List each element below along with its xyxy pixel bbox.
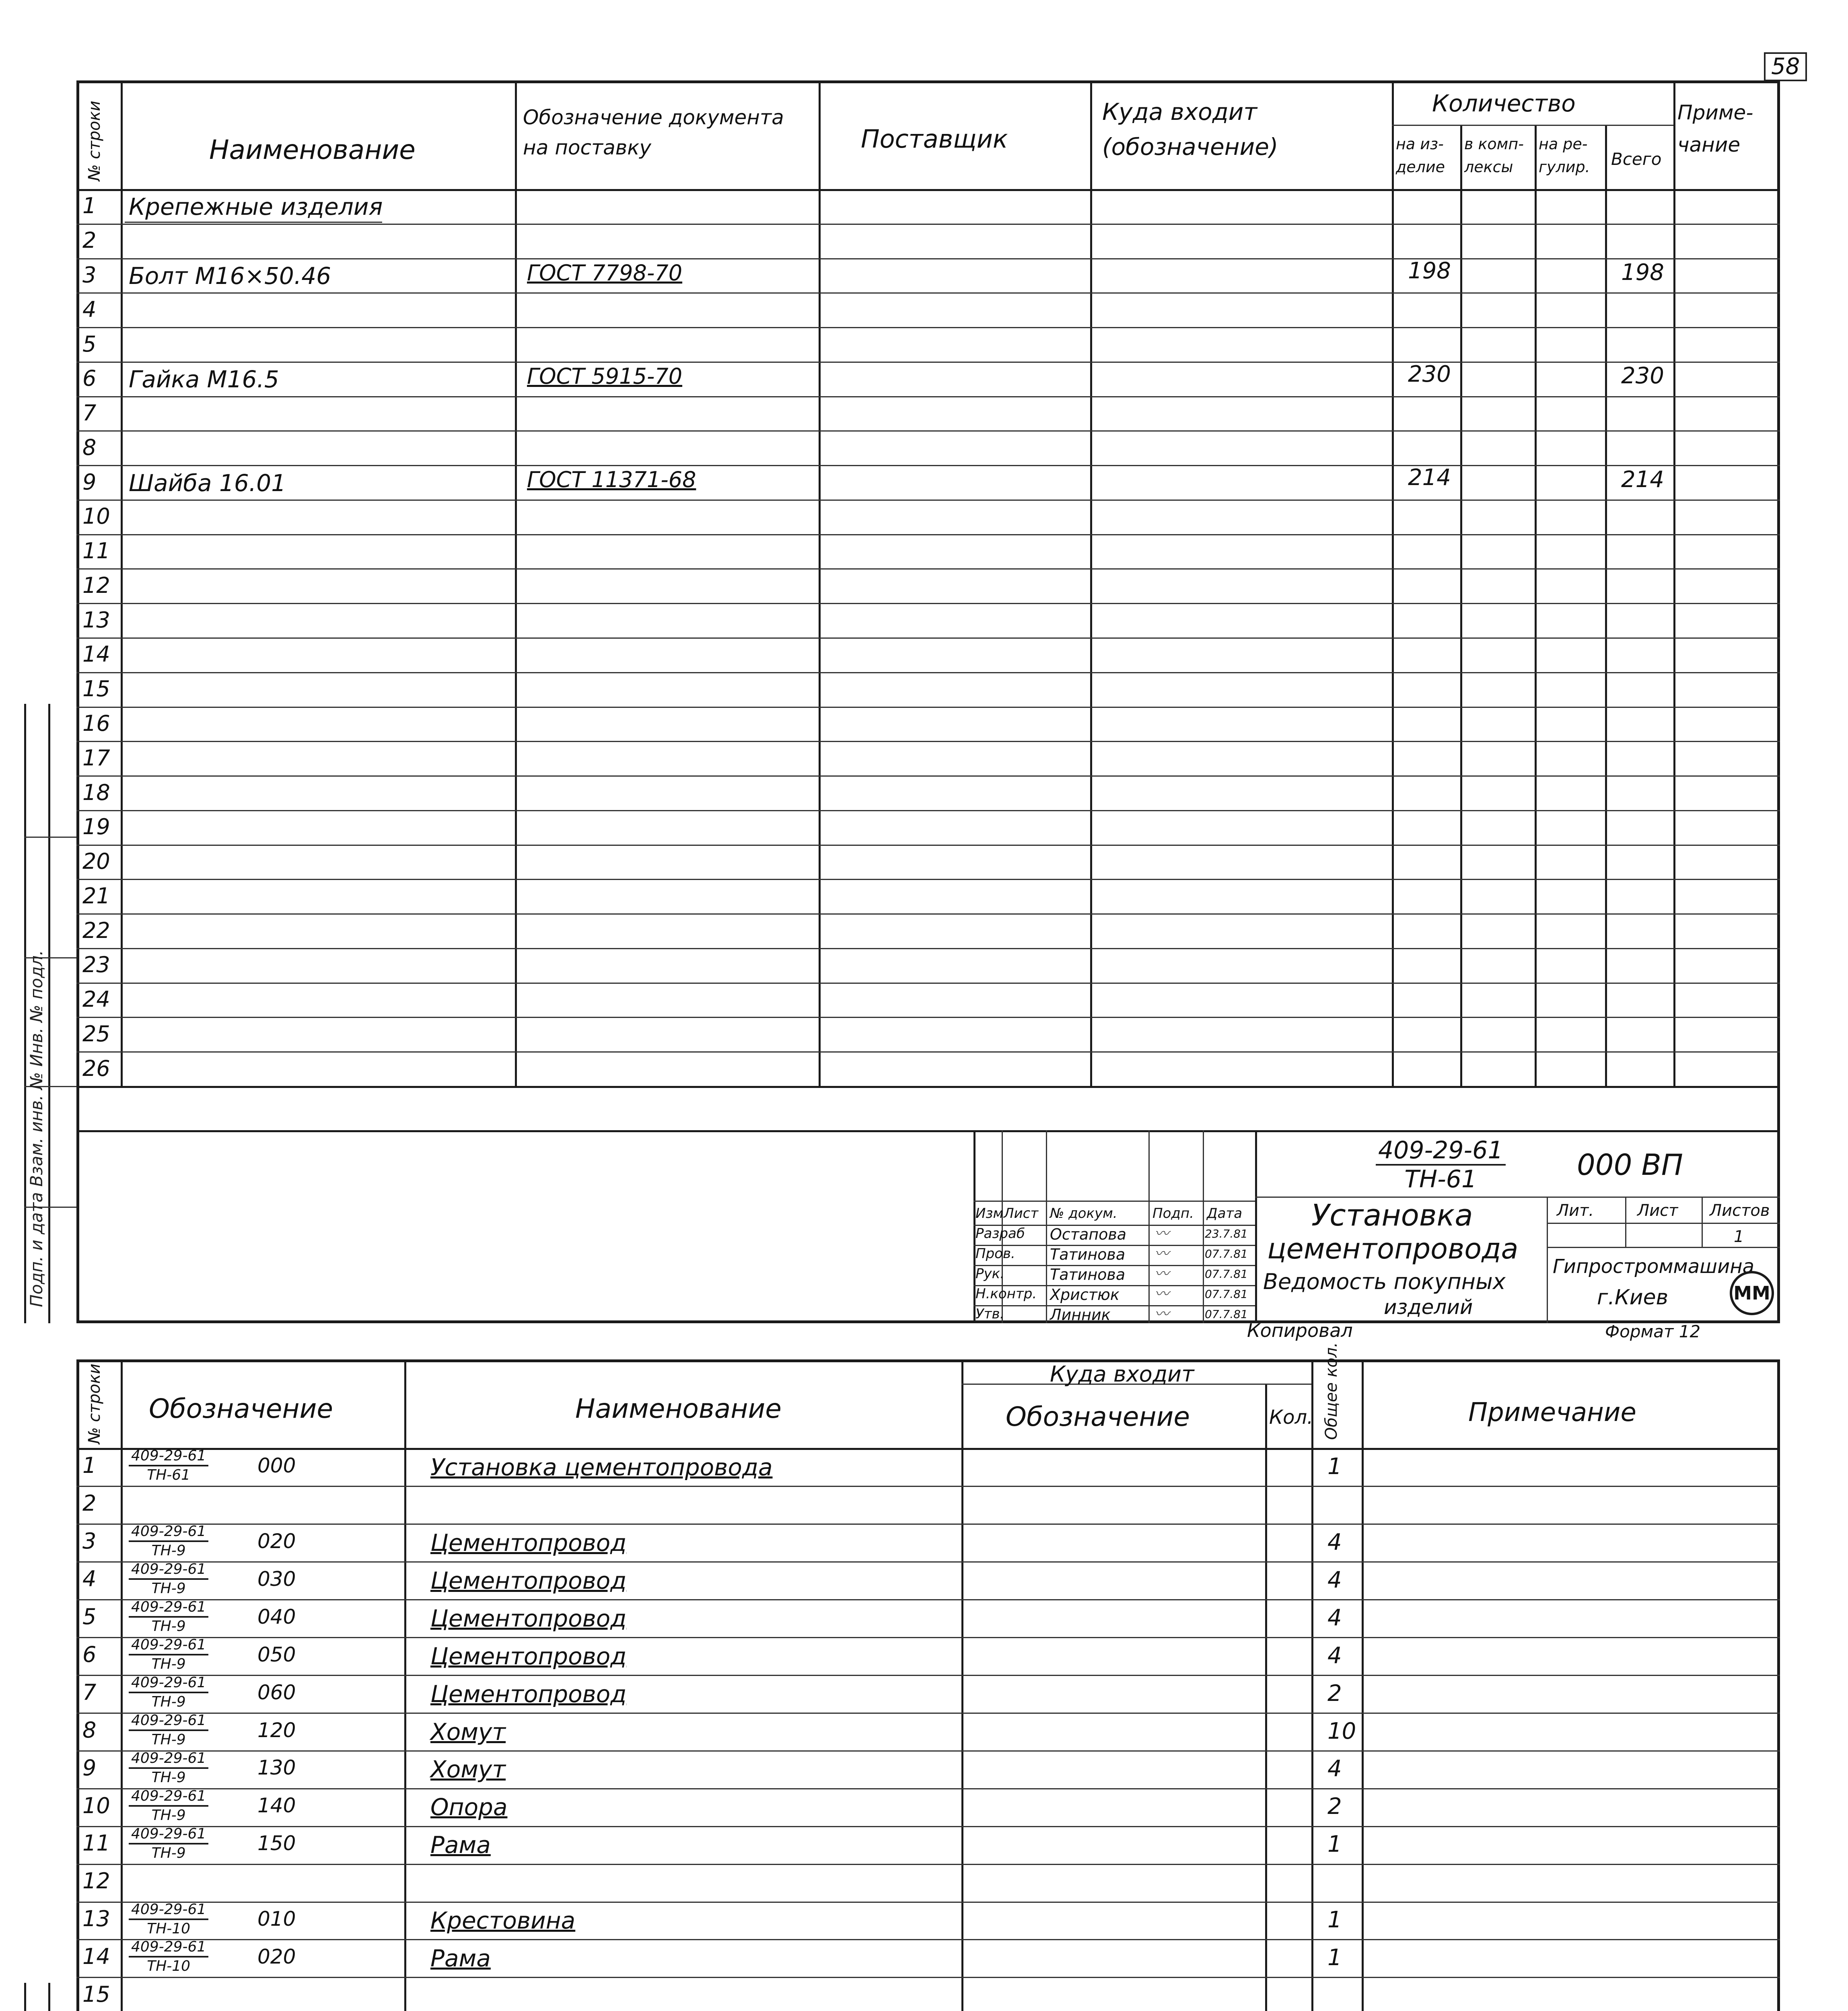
sheet1-org-logo: ММ <box>1730 1271 1774 1315</box>
sheet2-row-number: 6 <box>82 1641 97 1667</box>
sheet1-row-number: 3 <box>82 262 97 288</box>
sheet1-row-number: 19 <box>82 814 110 840</box>
sheet2-item-name: Рама <box>430 1945 491 1972</box>
sheet1-stamp-signature: 〰 <box>1154 1266 1169 1282</box>
sheet1-stamp-col-sign: Подп. <box>1152 1205 1194 1221</box>
sheet1-row-number: 1 <box>82 193 97 219</box>
sheet1-row-line <box>76 224 1780 225</box>
sheet1-row-line <box>76 396 1780 397</box>
sheet1-row-line <box>76 637 1780 639</box>
sheet2-item-qty: 4 <box>1327 1529 1342 1555</box>
sheet2-row-number: 4 <box>82 1566 97 1592</box>
sheet2-row-line <box>76 1750 1780 1752</box>
sheet1-stamp-city: г.Киев <box>1597 1285 1669 1310</box>
sheet1-stamp-col-doc: № докум. <box>1050 1205 1117 1221</box>
sheet1-hdr-rowno: № строки <box>85 101 104 181</box>
sheet2-row-number: 10 <box>82 1793 110 1818</box>
sheet1-stamp-lit: Лит. <box>1557 1201 1594 1220</box>
sheet1-stamp-title2: цементопровода <box>1267 1232 1519 1265</box>
sheet1-stamp-person: Христюк <box>1050 1286 1120 1304</box>
sheet1-row-number: 23 <box>82 952 110 978</box>
sheet2-item-qty: 4 <box>1327 1756 1342 1782</box>
sheet1-row-number: 6 <box>82 366 97 391</box>
sheet1-row-line <box>76 258 1780 259</box>
sheet2-row-number: 13 <box>82 1906 110 1932</box>
sheet2-row-line <box>76 1977 1780 1978</box>
sheet2-row-line <box>76 1713 1780 1714</box>
sheet2-designation: 409-29-61 ТН-10 <box>129 1902 208 1936</box>
sheet1-row-line <box>76 845 1780 846</box>
sheet2-row-line <box>76 1864 1780 1865</box>
sheet2-designation: 409-29-61 ТН-61 <box>129 1449 208 1483</box>
sheet1-stamp-role: Утв. <box>975 1306 1004 1322</box>
sheet2-item-name: Цементопровод <box>430 1567 627 1594</box>
sheet2-row-line <box>76 1939 1780 1940</box>
sheet2-designation-suffix: 010 <box>257 1907 296 1931</box>
sheet1-stamp-date: 23.7.81 <box>1205 1227 1248 1240</box>
sheet1-row-number: 4 <box>82 296 97 322</box>
sheet1-hdr-supplier: Поставщик <box>861 124 1008 154</box>
sheet1-stamp-code: 409-29-61 ТН-61 <box>1376 1138 1506 1191</box>
sheet2-item-qty: 2 <box>1327 1793 1342 1820</box>
sheet2-designation: 409-29-61 ТН-9 <box>129 1638 208 1672</box>
sheet1-row-line <box>76 707 1780 708</box>
sheet1-stamp-person: Остапова <box>1050 1226 1126 1243</box>
sheet2-designation-suffix: 020 <box>257 1945 296 1969</box>
sheet2-row-number: 12 <box>82 1868 110 1894</box>
sheet1-item-doc: ГОСТ 11371-68 <box>527 467 696 493</box>
sheet2-hdr-where-qty: Кол. <box>1269 1406 1313 1429</box>
sheet2-designation: 409-29-61 ТН-9 <box>129 1562 208 1596</box>
sheet1-stamp-date: 07.7.81 <box>1205 1267 1248 1281</box>
sheet1-stamp-copied: Копировал <box>1247 1320 1353 1341</box>
sheet1-row-number: 10 <box>82 504 110 529</box>
sheet2-row-line <box>76 1675 1780 1676</box>
sheet1-row-number: 11 <box>82 538 110 564</box>
sheet2-item-name: Установка цементопровода <box>430 1453 773 1481</box>
sheet1-stamp-person: Линник <box>1050 1306 1111 1324</box>
sheet1-row-number: 26 <box>82 1055 110 1081</box>
sheet2-designation: 409-29-61 ТН-9 <box>129 1713 208 1747</box>
sheet1-row-line <box>76 879 1780 880</box>
sheet1-item-total: 230 <box>1621 363 1664 389</box>
sheet1-row-line <box>76 603 1780 604</box>
sheet1-stamp-role: Разраб <box>975 1226 1025 1242</box>
sheet2-item-name: Рама <box>430 1831 491 1859</box>
sheet2-designation-suffix: 050 <box>257 1643 296 1666</box>
sheet2-item-qty: 1 <box>1327 1453 1342 1480</box>
sheet1-row-line <box>76 775 1780 777</box>
sheet1-stamp-title4: изделий <box>1384 1295 1473 1319</box>
sheet2-row-number: 15 <box>82 1982 110 2007</box>
sheet1-item-doc: ГОСТ 7798-70 <box>527 260 683 286</box>
sheet1-row-number: 16 <box>82 710 110 736</box>
sheet2-hdr-note: Примечание <box>1468 1398 1636 1427</box>
sheet2-row-line <box>76 1902 1780 1903</box>
sheet2-row-line <box>76 1788 1780 1789</box>
sheet2-designation: 409-29-61 ТН-10 <box>129 1940 208 1974</box>
sheet1-row-number: 13 <box>82 607 110 633</box>
sheet2-frame <box>76 1359 1780 2011</box>
sheet2-designation: 409-29-61 ТН-9 <box>129 1600 208 1634</box>
sheet2-row-number: 5 <box>82 1604 97 1629</box>
sheet1-row-number: 8 <box>82 434 97 460</box>
sheet2-designation-suffix: 030 <box>257 1567 296 1591</box>
sheet2-designation-suffix: 150 <box>257 1832 296 1855</box>
sheet2-designation-suffix: 020 <box>257 1529 296 1553</box>
sheet1-stamp-col-date: Дата <box>1207 1205 1243 1221</box>
sheet1-group-underline <box>125 222 382 223</box>
sheet1-stamp-title3: Ведомость покупных <box>1263 1269 1506 1294</box>
sheet1-stamp-date: 07.7.81 <box>1205 1308 1248 1321</box>
sheet2-hdr-total-qty: Общее кол. <box>1322 1342 1341 1440</box>
sheet1-item-name: Болт М16×50.46 <box>129 262 331 290</box>
sheet2-hdr-name: Наименование <box>575 1393 782 1424</box>
sheet1-row-number: 2 <box>82 228 97 253</box>
sheet1-stamp-signature: 〰 <box>1154 1306 1169 1322</box>
sheet2-designation-suffix: 140 <box>257 1794 296 1818</box>
sheet2-item-qty: 4 <box>1327 1642 1342 1669</box>
sheet1-hdr-qty-total: Всего <box>1611 149 1662 169</box>
sheet1-stamp-org: Гипростроммашина <box>1553 1255 1755 1278</box>
sheet1-item-name: Шайба 16.01 <box>129 469 286 497</box>
sheet1-row-number: 25 <box>82 1021 110 1047</box>
sheet2-row-number: 3 <box>82 1528 97 1554</box>
sheet2-item-qty: 1 <box>1327 1907 1342 1933</box>
sheet2-row-number: 14 <box>82 1944 110 1970</box>
sheet2-item-name: Хомут <box>430 1756 506 1783</box>
sheet2-designation-suffix: 120 <box>257 1718 296 1742</box>
sheet2-designation: 409-29-61 ТН-9 <box>129 1524 208 1558</box>
sheet2-designation: 409-29-61 ТН-9 <box>129 1751 208 1785</box>
sheet1-hdr-doc: Обозначение документа на поставку <box>523 106 784 159</box>
sheet2-hdr-designation: Обозначение <box>149 1393 333 1424</box>
sheet2-designation-suffix: 130 <box>257 1756 296 1780</box>
sheet2-item-qty: 1 <box>1327 1945 1342 1971</box>
sheet2-designation: 409-29-61 ТН-9 <box>129 1789 208 1823</box>
sheet2-item-name: Крестовина <box>430 1907 576 1935</box>
sheet1-stamp-signature: 〰 <box>1154 1226 1169 1242</box>
sheet1-stamp-role: Н.контр. <box>975 1286 1037 1302</box>
sheet1-row-line <box>76 534 1780 535</box>
sheet2-hdr-where: Куда входит <box>1050 1361 1194 1387</box>
sheet1-side-stamp: Подп. и дата Взам. инв. № Инв. № подл. <box>27 950 46 1307</box>
sheet1-row-number: 21 <box>82 883 110 909</box>
sheet1-stamp-date: 07.7.81 <box>1205 1287 1248 1301</box>
sheet1-row-number: 14 <box>82 642 110 667</box>
sheet2-row-line <box>76 1524 1780 1525</box>
sheet2-row-line <box>76 1486 1780 1487</box>
sheet2-item-name: Опора <box>430 1793 508 1821</box>
sheet1-row-line <box>76 948 1780 949</box>
sheet1-stamp-signature: 〰 <box>1154 1286 1169 1302</box>
sheet1-stamp-role: Пров. <box>975 1246 1015 1262</box>
sheet2-item-qty: 2 <box>1327 1680 1342 1707</box>
sheet2-item-name: Цементопровод <box>430 1642 627 1670</box>
sheet2-item-qty: 10 <box>1327 1718 1356 1744</box>
sheet2-row-line <box>76 1599 1780 1600</box>
sheet2-hdr-rowno: № строки <box>85 1363 104 1444</box>
sheet1-stamp-role: Рук. <box>975 1266 1004 1282</box>
sheet1-row-number: 9 <box>82 469 97 495</box>
sheet1-row-number: 7 <box>82 400 97 426</box>
sheet1-row-line <box>76 672 1780 673</box>
sheet1-stamp-person: Татинова <box>1050 1266 1126 1283</box>
sheet1-item-name: Гайка М16.5 <box>129 366 279 393</box>
sheet1-stamp-col-izm: Изм <box>975 1205 1004 1221</box>
sheet1-hdr-qty-reg: на ре-гулир. <box>1539 135 1590 176</box>
sheet2-designation-suffix: 000 <box>257 1454 296 1477</box>
sheet1-hdr-name: Наименование <box>209 134 416 165</box>
sheet1-stamp-format: Формат 12 <box>1605 1322 1701 1341</box>
sheet1-row-number: 5 <box>82 331 97 357</box>
sheet1-item-qty: 198 <box>1408 257 1451 284</box>
sheet1-row-number: 24 <box>82 987 110 1012</box>
sheet1-stamp-title1: Установка <box>1311 1198 1473 1233</box>
sheet2-row-line <box>76 1637 1780 1638</box>
sheet1-stamp-date: 07.7.81 <box>1205 1247 1248 1260</box>
sheet2-item-qty: 4 <box>1327 1567 1342 1593</box>
sheet2-row-number: 11 <box>82 1830 110 1856</box>
sheet2-item-name: Цементопровод <box>430 1680 627 1708</box>
sheet1-item-qty: 214 <box>1408 465 1451 491</box>
sheet2-row-line <box>76 1826 1780 1827</box>
sheet1-row-line <box>76 1017 1780 1018</box>
sheet2-row-number: 1 <box>82 1452 97 1478</box>
sheet1-row-line <box>76 327 1780 328</box>
sheet1-row-line <box>76 983 1780 984</box>
sheet2-item-name: Цементопровод <box>430 1529 627 1557</box>
sheet2-row-line <box>76 1561 1780 1563</box>
sheet2-item-qty: 4 <box>1327 1604 1342 1631</box>
sheet1-frame <box>76 80 1780 1323</box>
sheet1-row-line <box>76 1051 1780 1053</box>
sheet2-designation: 409-29-61 ТН-9 <box>129 1676 208 1709</box>
sheet1-row-number: 18 <box>82 779 110 805</box>
sheet1-row-line <box>76 292 1780 294</box>
sheet1-row-line <box>76 430 1780 432</box>
sheet1-hdr-qty: Количество <box>1432 90 1576 117</box>
sheet2-designation: 409-29-61 ТН-9 <box>129 1827 208 1861</box>
sheet1-item-doc: ГОСТ 5915-70 <box>527 364 683 389</box>
sheet1-row-line <box>76 741 1780 742</box>
sheet1-row-line <box>76 362 1780 363</box>
sheet1-stamp-person: Татинова <box>1050 1246 1126 1263</box>
sheet1-row-number: 15 <box>82 676 110 702</box>
sheet1-hdr-qty-per-item: на из-делие <box>1396 135 1445 176</box>
sheet2-item-name: Хомут <box>430 1718 506 1746</box>
sheet2-row-number: 7 <box>82 1679 97 1705</box>
sheet1-row-number: 12 <box>82 572 110 598</box>
sheet2-designation-suffix: 040 <box>257 1605 296 1629</box>
sheet1-item-qty: 230 <box>1408 361 1451 388</box>
sheet1-item-total: 214 <box>1621 466 1664 493</box>
sheet1-row-number: 22 <box>82 917 110 943</box>
sheet2-designation-suffix: 060 <box>257 1680 296 1704</box>
sheet1-hdr-qty-complex: в комп-лексы <box>1464 135 1524 176</box>
sheet1-stamp-listov: Листов <box>1710 1201 1770 1220</box>
sheet1-stamp-signature: 〰 <box>1154 1246 1169 1262</box>
sheet1-stamp-listov-val: 1 <box>1734 1228 1744 1246</box>
sheet1-row-line <box>76 568 1780 570</box>
sheet2-item-qty: 1 <box>1327 1831 1342 1858</box>
sheet1-row-line <box>76 465 1780 466</box>
sheet1-hdr-where: Куда входит (обозначение) <box>1102 98 1278 160</box>
sheet1-row-line <box>76 913 1780 915</box>
sheet2-hdr-where-des: Обозначение <box>1006 1401 1190 1432</box>
sheet1-hdr-note: Приме-чание <box>1677 101 1753 156</box>
sheet2-item-name: Цементопровод <box>430 1604 627 1632</box>
sheet2-row-number: 8 <box>82 1717 97 1743</box>
sheet1-row-number: 20 <box>82 849 110 874</box>
sheet1-item-total: 198 <box>1621 259 1664 286</box>
sheet1-row-number: 17 <box>82 745 110 771</box>
sheet1-row-line <box>76 500 1780 501</box>
sheet1-row-line <box>76 810 1780 811</box>
sheet1-stamp-list: Лист <box>1637 1201 1678 1220</box>
sheet1-item-name: Крепежные изделия <box>129 193 383 221</box>
sheet2-row-number: 9 <box>82 1755 97 1781</box>
sheet1-stamp-code-suffix: 000 ВП <box>1577 1148 1683 1182</box>
sheet2-row-number: 2 <box>82 1490 97 1516</box>
sheet1-stamp-col-list: Лист <box>1004 1205 1039 1221</box>
corner-page-number: 58 <box>1764 52 1807 81</box>
